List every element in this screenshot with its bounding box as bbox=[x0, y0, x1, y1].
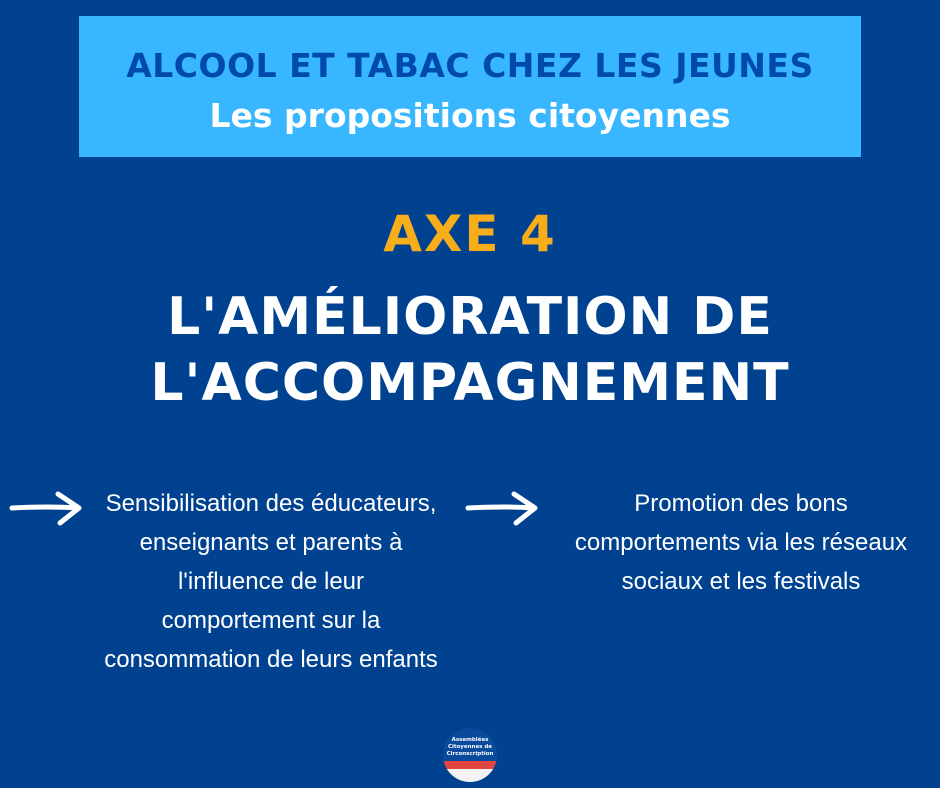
header-subtitle: Les propositions citoyennes bbox=[209, 96, 731, 135]
assemblees-citoyennes-logo bbox=[438, 725, 502, 783]
header-title: ALCOOL ET TABAC CHEZ LES JEUNES bbox=[126, 46, 814, 85]
arrow-right-icon bbox=[464, 488, 540, 528]
header-banner bbox=[79, 16, 861, 157]
proposal-text-1: Sensibilisation des éducateurs, enseignants et parents à l'influence de leur comportement sur la consommation de leurs enfants bbox=[104, 490, 438, 673]
arrow-right-icon bbox=[8, 488, 84, 528]
axis-title bbox=[0, 284, 940, 416]
logo-line-3: Circonscription bbox=[446, 751, 494, 757]
logo-line-2: Citoyennes de bbox=[447, 744, 493, 750]
proposal-text-2: Promotion des bons comportements via les réseaux sociaux et les festivals bbox=[574, 490, 908, 595]
axis-label: AXE 4 bbox=[383, 205, 557, 263]
logo-line-1: Assemblées bbox=[451, 737, 489, 743]
axis-title-line-1: L'AMÉLIORATION DE bbox=[167, 287, 773, 347]
axis-title-line-2: L'ACCOMPAGNEMENT bbox=[150, 353, 790, 413]
